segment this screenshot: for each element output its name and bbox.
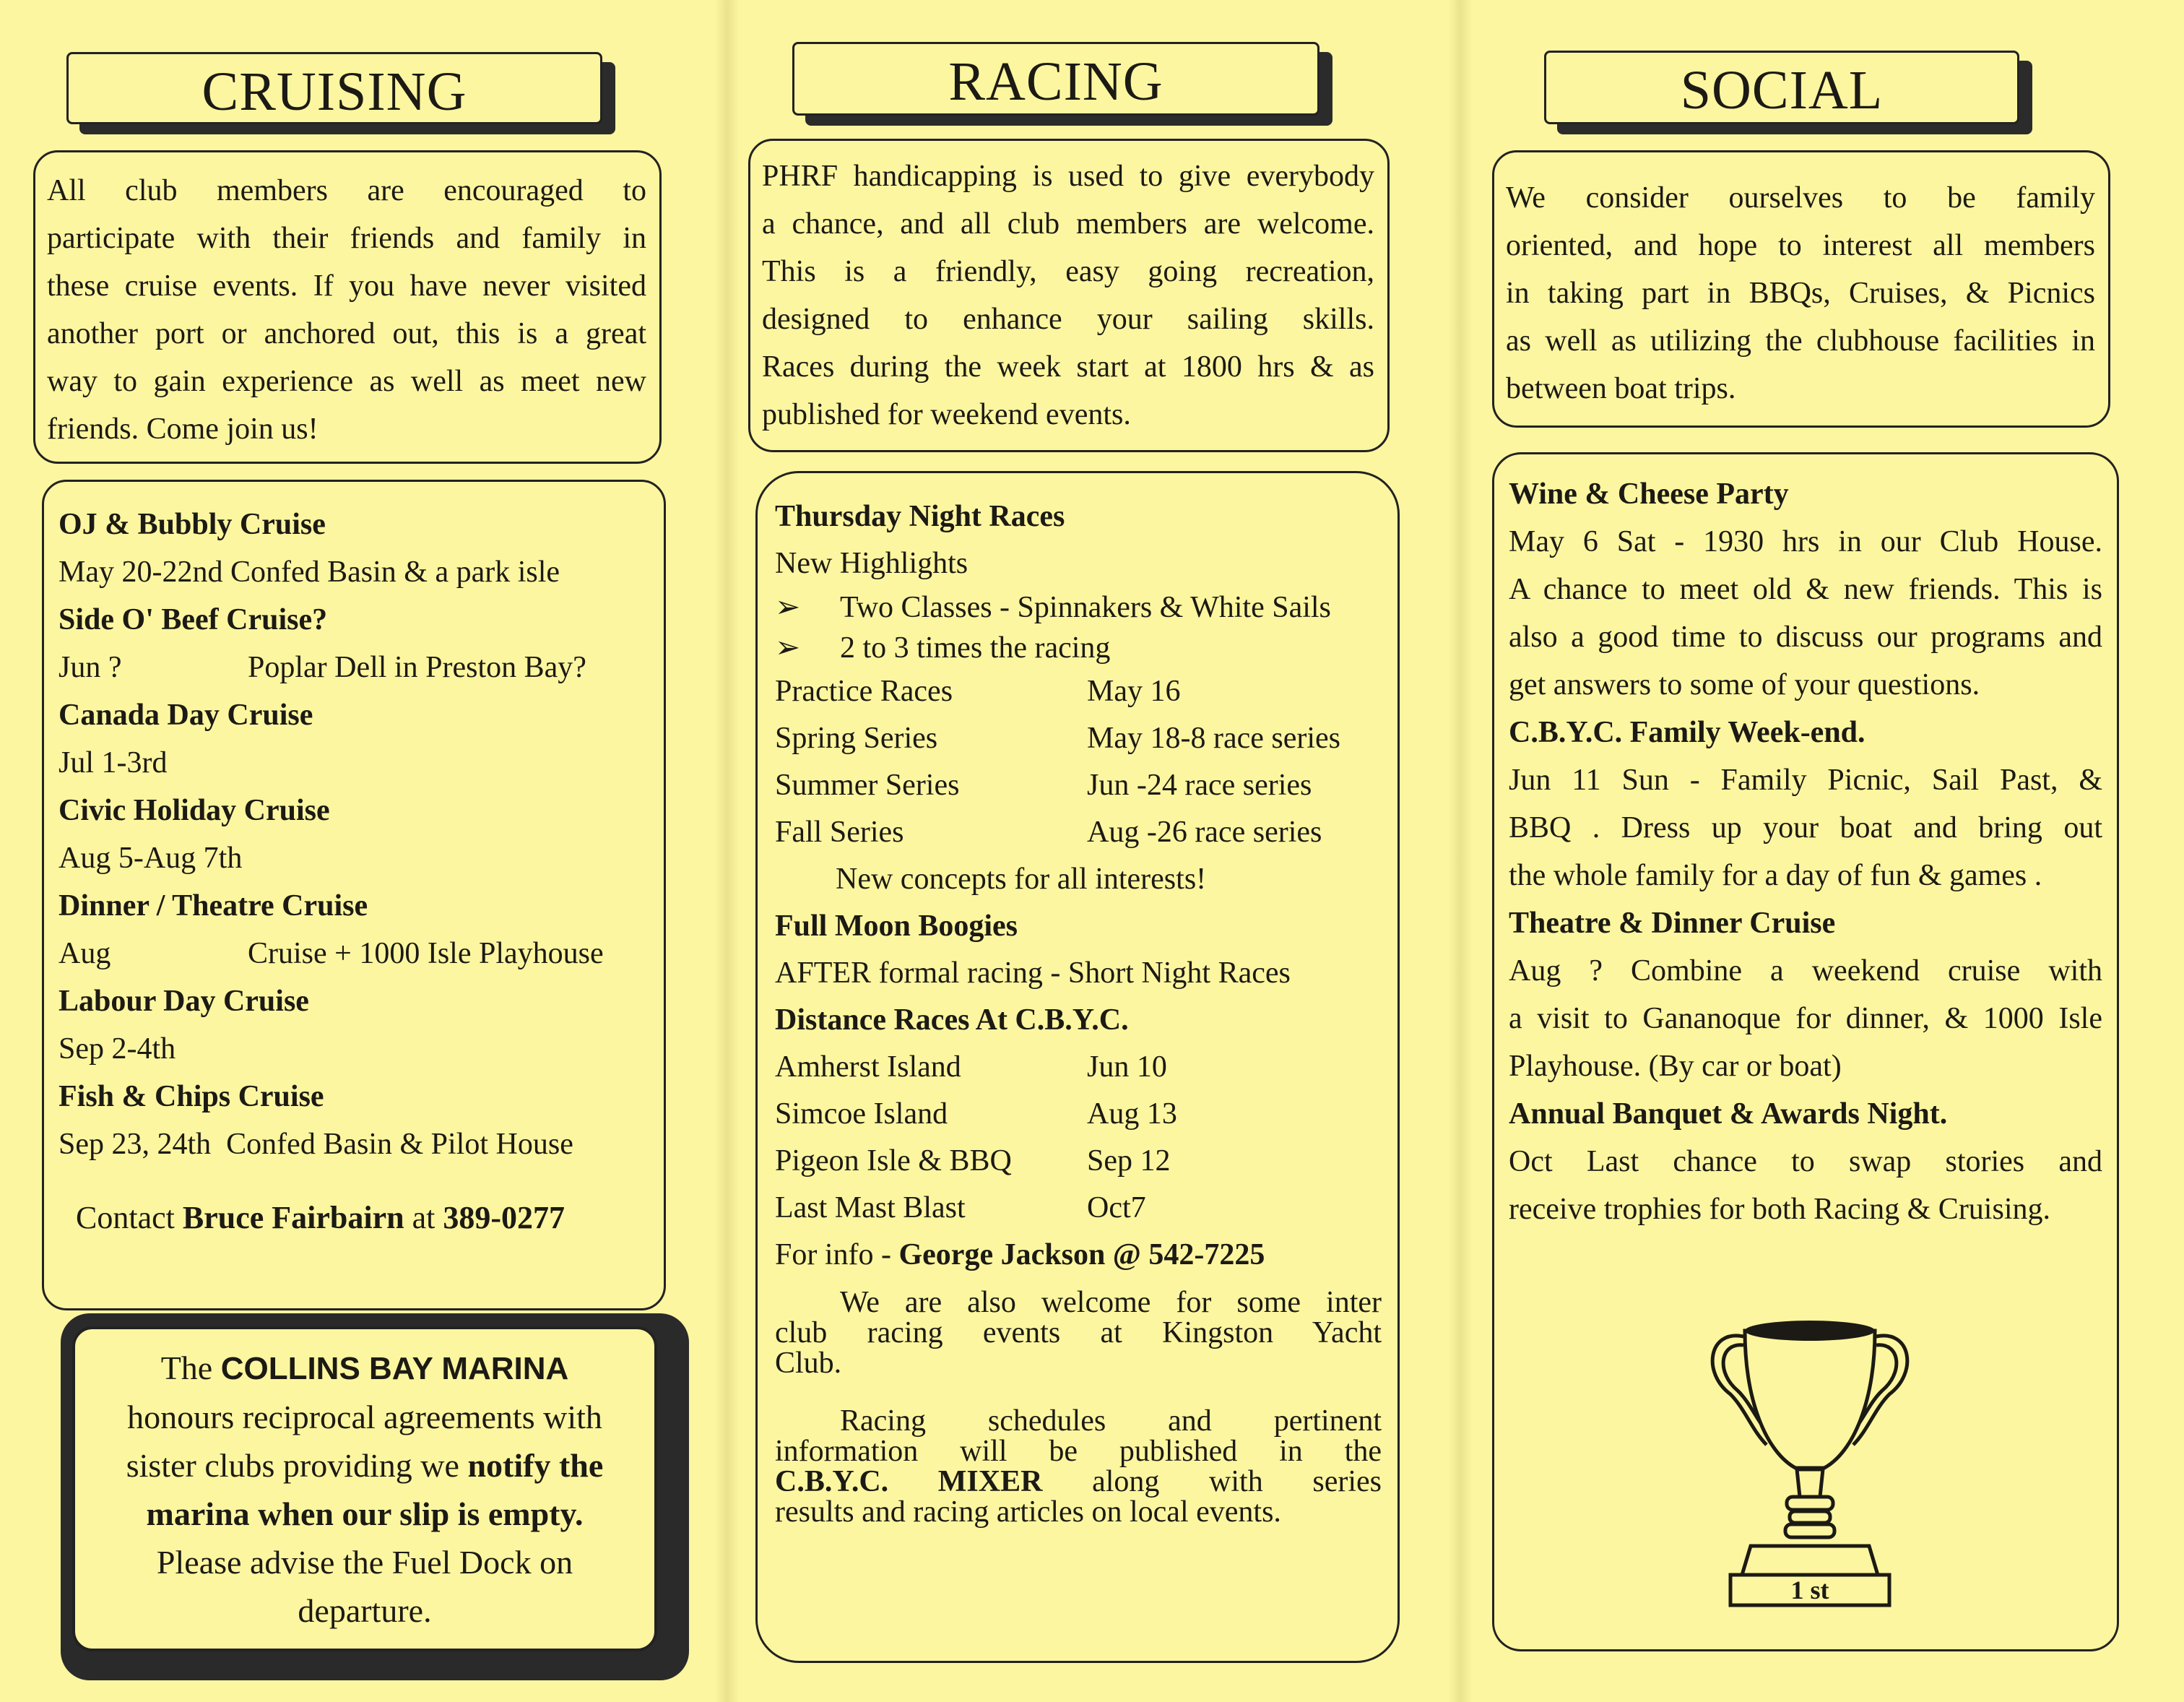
cruise-event-when: Jul 1-3rd [58,746,168,779]
banquet-title: Annual Banquet & Awards Night. [1509,1097,1948,1131]
cruise-event-name: Civic Holiday Cruise [58,794,330,827]
cruise-event [58,1073,649,1168]
theatre-title: Theatre & Dinner Cruise [1509,907,1836,940]
fold-left [715,0,740,1702]
cruise-event-when: May 20-22nd [58,556,223,589]
cruise-event-when: Sep 23, 24th [58,1128,212,1161]
cruising-intro-line: All club members are encouraged to [47,174,646,207]
racing-intro-line: Races during the week start at 1800 hrs & as [762,350,1374,384]
cruise-event-where: Cruise + 1000 Isle Playhouse [248,937,604,970]
cruise-event [58,691,649,787]
racing-header [792,42,1320,116]
marina-name: COLLINS BAY MARINA [220,1351,569,1386]
social-title: SOCIAL [1680,60,1884,121]
contact-phone: 389-0277 [443,1200,566,1235]
cruising-intro-box [33,150,662,464]
mixer-name: C.B.Y.C. MIXER [775,1465,1043,1498]
cruise-event-name: Canada Day Cruise [58,699,313,732]
cruising-contact: Contact Bruce Fairbairn at 389-0277 [76,1200,566,1235]
marina-notice: The COLLINS BAY MARINA honours reciprocal agreements with sister clubs providing we notify the marina when our slip is empty. Please advise the Fuel Dock on departure. [72,1326,657,1651]
cruise-event [58,882,649,977]
cruise-event [58,596,649,691]
cruise-event [58,977,649,1073]
cruising-intro-line: another port or anchored out, this is a great [47,317,646,350]
social-intro-box [1492,150,2110,428]
social-header [1544,51,2019,124]
cruise-event-name: Side O' Beef Cruise? [58,603,328,636]
distance-race-row: Last Mast Blast Oct7 [775,1191,1146,1224]
wine-title: Wine & Cheese Party [1509,478,1789,511]
social-intro-line: We consider ourselves to be family [1506,181,2095,215]
social-intro-line: between boat trips. [1506,372,1736,405]
cruise-event-name: OJ & Bubbly Cruise [58,508,326,541]
family-title: C.B.Y.C. Family Week-end. [1509,716,1866,749]
full-moon-title: Full Moon Boogies [775,910,1018,943]
kyc-paragraph: We are also welcome for some inter club racing events at Kingston Yacht Club. [775,1286,1382,1380]
arrow-bullet-icon: ➢ [775,631,801,665]
cruise-event-where: Confed Basin & a park isle [230,556,560,589]
arrow-bullet-icon: ➢ [775,591,801,624]
distance-race-row: Amherst Island Jun 10 [775,1050,1167,1084]
cruise-event [58,787,649,882]
cruising-intro-line: these cruise events. If you have never visited [47,269,646,303]
cruise-event-where: Confed Basin & Pilot House [226,1128,573,1161]
cruising-intro-line: friends. Come join us! [47,412,318,446]
cruise-event-when: Aug [58,937,111,970]
race-series-row: Summer Series Jun -24 race series [775,769,1312,802]
racing-intro-line: published for weekend events. [762,398,1131,431]
cruise-event-name: Fish & Chips Cruise [58,1080,324,1113]
thursday-title: Thursday Night Races [775,500,1065,533]
cruise-event-when: Jun ? [58,651,122,684]
social-intro-line: oriented, and hope to interest all members [1506,229,2095,262]
cruising-events-box [42,480,666,1310]
cruise-event-where: Poplar Dell in Preston Bay? [248,651,586,684]
racing-intro-line: a chance, and all club members are welcome. [762,207,1374,241]
distance-title: Distance Races At C.B.Y.C. [775,1003,1129,1037]
race-series-row: Practice Races May 16 [775,675,1181,708]
social-intro-line: in taking part in BBQs, Cruises, & Picnics [1506,277,2095,310]
racing-intro-line: PHRF handicapping is used to give everybody [762,160,1374,193]
racing-events-box: Thursday Night Races New Highlights ➢ Two Classes - Spinnakers & White Sails ➢ 2 to 3 times the racing Practice Races May 16 Spring Series May 18-8 race series Summer Series Jun -24 race series Fall Series Aug -26 race series New concepts for all interests! Full Moon Boogies AFTER formal racing - Short Night Races Distance Races At C.B.Y.C. Amherst Island Jun 10 Simcoe Island Aug 13 Pigeon Isle & BBQ Sep 12 Last Mast Blast Oct7 For info - George Jackson @ 542-7225 We are also welcome for some inter club racing events at Kingston Yacht Club. Racing schedules and pertinent information will be published in the C.B.Y.C. MIXER along with series results and racing articles on local events. [755,471,1400,1663]
racing-info: For info - George Jackson @ 542-7225 [775,1238,1265,1271]
cruise-event-when: Aug 5-Aug 7th [58,842,243,875]
cruise-event-name: Labour Day Cruise [58,985,309,1018]
cruise-event-name: Dinner / Theatre Cruise [58,889,368,923]
racing-intro-box [748,139,1390,452]
distance-race-row: Pigeon Isle & BBQ Sep 12 [775,1144,1171,1178]
race-series-row: Fall Series Aug -26 race series [775,816,1322,849]
race-series-row: Spring Series May 18-8 race series [775,722,1341,755]
schedules-paragraph: Racing schedules and pertinent information will be published in the C.B.Y.C. MIXER along with series results and racing articles on local events. [775,1404,1382,1529]
racing-intro-line: This is a friendly, easy going recreation, [762,255,1374,288]
distance-race-row: Simcoe Island Aug 13 [775,1097,1177,1131]
cruise-event [58,501,649,596]
cruising-intro-line: participate with their friends and family in [47,222,646,255]
cruise-event-when: Sep 2-4th [58,1032,176,1066]
trophy-label: 1 st [1790,1576,1829,1604]
trophy-icon [1702,1308,1918,1611]
fold-right [1448,0,1473,1702]
cruising-header [66,52,602,124]
cruising-title: CRUISING [202,61,467,122]
social-intro-line: as well as utilizing the clubhouse facilities in [1506,324,2095,358]
contact-name: Bruce Fairbairn [182,1200,404,1235]
racing-intro-line: designed to enhance your sailing skills. [762,303,1374,336]
racing-title: RACING [948,51,1164,112]
cruising-intro-line: way to gain experience as well as meet new [47,365,646,398]
social-events-box: Wine & Cheese Party May 6 Sat - 1930 hrs in our Club House. A chance to meet old & new friends. This is also a good time to discuss our programs and get answers to some of your questions. C.B.Y.C. Family Week-end. Jun 11 Sun - Family Picnic, Sail Past, & BBQ . Dress up your boat and bring out the whole family for a day of fun & games . Theatre & Dinner Cruise Aug ? Combine a weekend cruise with a visit to Gananoque for dinner, & 1000 Isle Playhouse. (By car or boat) Annual Banquet & Awards Night. Oct Last chance to swap stories and receive trophies for both Racing & Cruising. [1492,452,2119,1651]
